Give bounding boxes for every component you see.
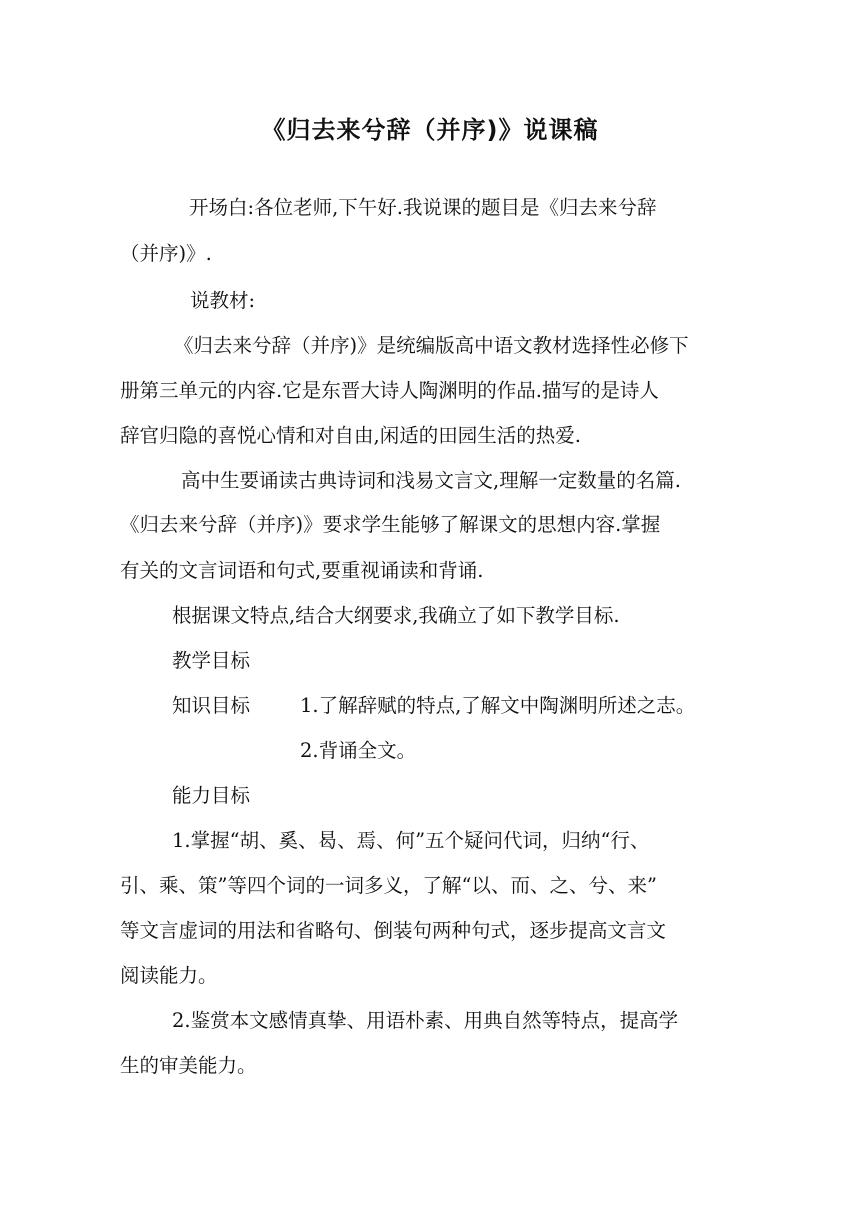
ability-goal-1-line-1: 1.掌握“胡、奚、曷、焉、何”五个疑问代词，归纳“行、 (172, 829, 650, 852)
knowledge-goal-item-1: 1.了解辞赋的特点,了解文中陶渊明所述之志。 (300, 694, 696, 717)
opening-line-2: （并序)》. (120, 242, 212, 265)
requirement-para-line-2: 《归去来兮辞（并序)》要求学生能够了解课文的思想内容.掌握 (120, 513, 661, 536)
textbook-heading: 说教材: (190, 289, 256, 312)
ability-goal-2-line-1: 2.鉴赏本文感情真挚、用语朴素、用典自然等特点，提高学 (172, 1009, 679, 1032)
teaching-goals-heading: 教学目标 (172, 649, 251, 672)
requirement-para-line-1: 高中生要诵读古典诗词和浅易文言文,理解一定数量的名篇. (181, 469, 681, 492)
ability-goal-1-line-2: 引、乘、策”等四个词的一词多义，了解“以、而、之、兮、来” (120, 874, 657, 897)
opening-line-1: 开场白:各位老师,下午好.我说课的题目是《归去来兮辞 (189, 196, 657, 219)
ability-goals-heading: 能力目标 (172, 784, 251, 807)
goal-intro: 根据课文特点,结合大纲要求,我确立了如下教学目标. (172, 604, 620, 627)
textbook-para-line-1: 《归去来兮辞（并序)》是统编版高中语文教材选择性必修下 (174, 334, 689, 357)
page-title: 《归去来兮辞（并序)》说课稿 (261, 116, 599, 144)
knowledge-goal-item-2: 2.背诵全文。 (300, 739, 417, 762)
textbook-para-line-3: 辞官归隐的喜悦心情和对自由,闲适的田园生活的热爱. (120, 424, 581, 447)
ability-goal-1-line-4: 阅读能力。 (120, 964, 218, 987)
ability-goal-1-line-3: 等文言虚词的用法和省略句、倒装句两种句式，逐步提高文言文 (120, 919, 667, 942)
ability-goal-2-line-2: 生的审美能力。 (120, 1054, 257, 1077)
requirement-para-line-3: 有关的文言词语和句式,要重视诵读和背诵. (120, 559, 484, 582)
knowledge-goals-label: 知识目标 (172, 694, 251, 717)
textbook-para-line-2: 册第三单元的内容.它是东晋大诗人陶渊明的作品.描写的是诗人 (120, 379, 659, 402)
